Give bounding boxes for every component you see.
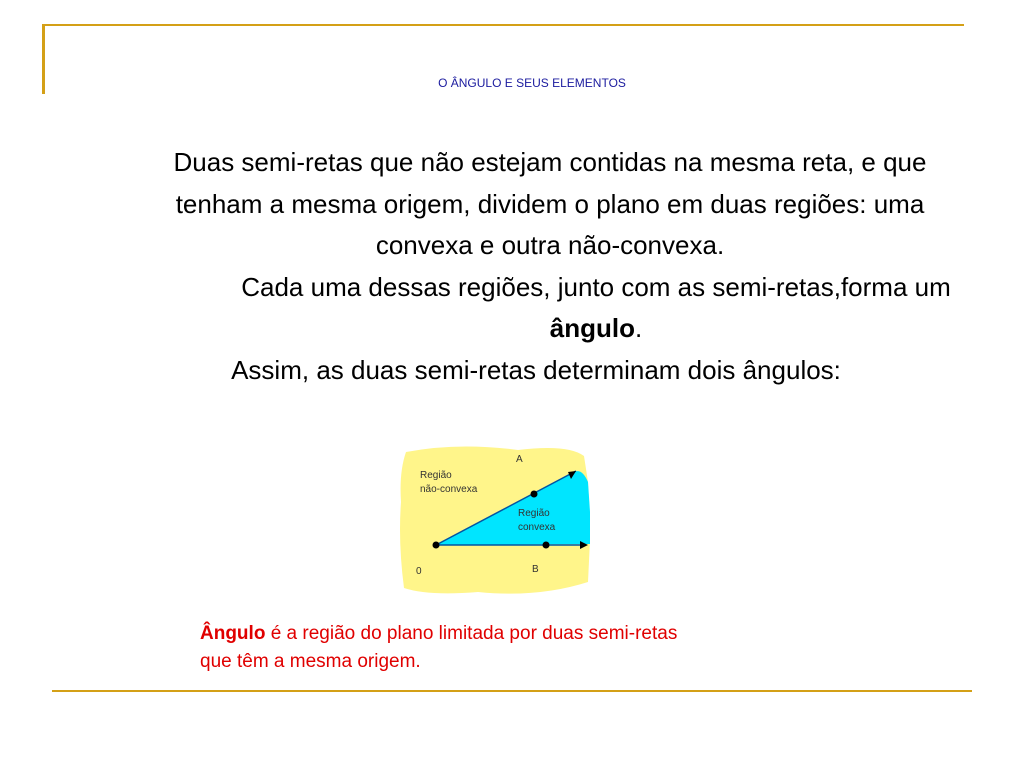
angle-definition (200, 620, 880, 676)
definition-term: Ângulo (200, 623, 266, 644)
definition-line-1 (200, 620, 880, 648)
label-convex-2: convexa (518, 522, 556, 533)
paragraph2-suffix: . (634, 313, 643, 343)
definition-line-2: que têm a mesma origem. (200, 651, 421, 672)
point-o (433, 542, 440, 549)
label-point-a: A (516, 454, 523, 465)
bottom-border-line (52, 690, 972, 692)
angle-diagram (398, 442, 594, 596)
label-convex-1: Região (518, 508, 550, 519)
paragraph2-prefix: Cada uma dessas regiões, junto com as semi-retas,forma um (241, 271, 951, 302)
point-a (531, 491, 538, 498)
top-border-line (42, 24, 964, 26)
definition-text-1: é a região do plano limitada por duas semi-retas (265, 623, 678, 644)
term-angulo: ângulo (549, 313, 635, 343)
paragraph-definition-regions: Duas semi-retas que não estejam contidas na mesma reta, e que tenham a mesma origem, dividem o plano em duas regiões: uma convexa e outra não-convexa. (173, 147, 927, 260)
angle-diagram-svg (398, 442, 594, 596)
body-text (112, 142, 960, 391)
point-b (543, 542, 550, 549)
paragraph-angle-formation (112, 267, 960, 350)
label-nonconvex-1: Região (420, 470, 452, 481)
label-point-o: 0 (416, 566, 422, 577)
paragraph-two-angles: Assim, as duas semi-retas determinam dois ângulos: (231, 354, 841, 385)
label-nonconvex-2: não-convexa (420, 484, 478, 495)
label-point-b: B (532, 564, 539, 575)
slide-title: O ÂNGULO E SEUS ELEMENTOS (438, 76, 626, 90)
